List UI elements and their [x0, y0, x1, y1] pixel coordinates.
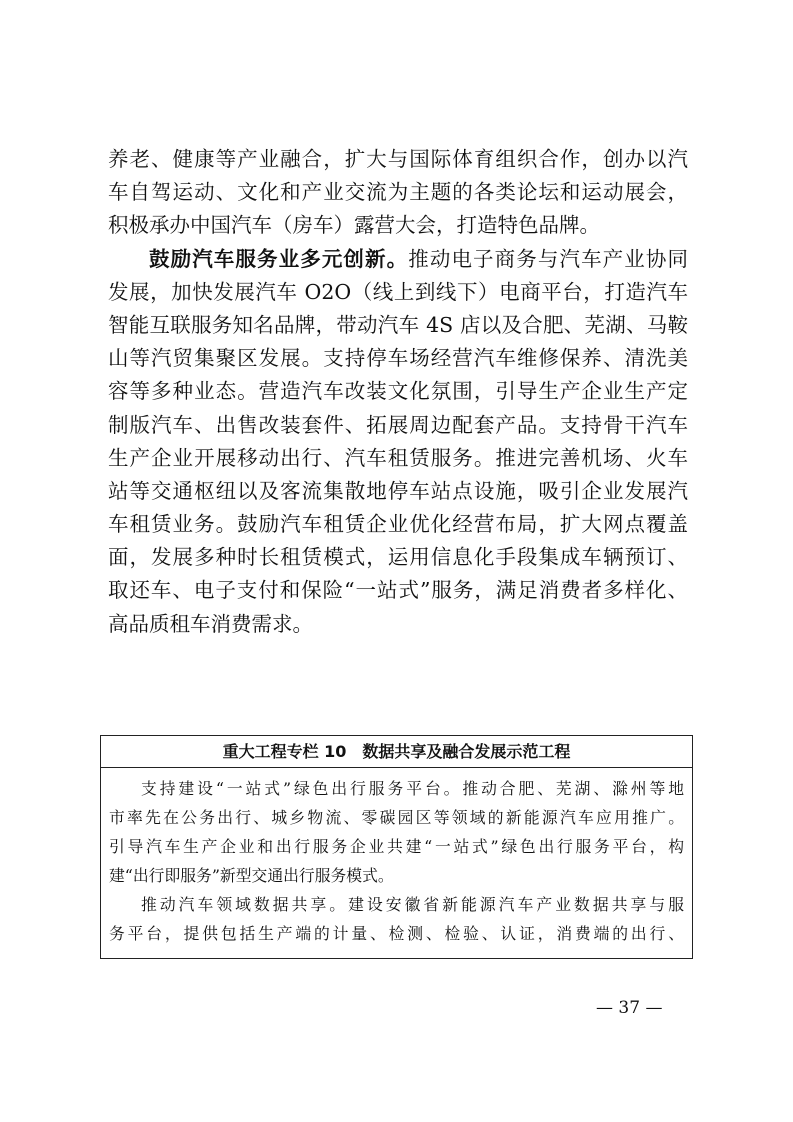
paragraph-2 [108, 243, 688, 641]
text-line: 站等交通枢纽以及客流集散地停车站点设施，吸引企业发展汽 [108, 478, 688, 503]
text-line: 生产企业开展移动出行、汽车租赁服务。推进完善机场、火车 [108, 445, 688, 470]
box-text-line: 推动汽车领域数据共享。建设安徽省新能源汽车产业数据共享与服 [141, 895, 684, 914]
text-line [108, 243, 688, 276]
box-text-line: 务平台，提供包括生产端的计量、检测、检验、认证，消费端的出行、 [109, 924, 684, 943]
text-line: 取还车、电子支付和保险“一站式”服务，满足消费者多样化、 [108, 578, 688, 603]
box-text-line: 市率先在公务出行、城乡物流、零碳园区等领域的新能源汽车应用推广。 [109, 808, 684, 827]
paragraph-1 [108, 143, 688, 243]
text-line: 车自驾运动、文化和产业交流为主题的各类论坛和运动展会， [108, 180, 688, 205]
project-column-box [100, 735, 693, 959]
paragraph-heading: 鼓励汽车服务业多元创新。 [149, 246, 409, 271]
text-line: 车租赁业务。鼓励汽车租赁企业优化经营布局，扩大网点覆盖 [108, 512, 688, 537]
text-line: 养老、健康等产业融合，扩大与国际体育组织合作，创办以汽 [108, 147, 688, 171]
box-title: 重大工程专栏 10 数据共享及融合发展示范工程 [101, 736, 692, 768]
box-text-line: 支持建设“一站式”绿色出行服务平台。推动合肥、芜湖、滁州等地 [141, 779, 684, 798]
text-line: 智能互联服务知名品牌，带动汽车 4S 店以及合肥、芜湖、马鞍 [108, 312, 688, 337]
text-line: 容等多种业态。营造汽车改装文化氛围，引导生产企业生产定 [108, 379, 688, 404]
text-line: 山等汽贸集聚区发展。支持停车场经营汽车维修保养、清洗美 [108, 346, 688, 371]
page-number: — 37 — [596, 998, 663, 1018]
box-text-line: 建“出行即服务”新型交通出行服务模式。 [109, 866, 394, 885]
text-line: 制版汽车、出售改装套件、拓展周边配套产品。支持骨干汽车 [108, 412, 688, 437]
text-line-rest: 推动电子商务与汽车产业协同 [408, 246, 688, 271]
body-text [108, 143, 688, 641]
box-text-line: 引导汽车生产企业和出行服务企业共建“一站式”绿色出行服务平台，构 [109, 837, 684, 856]
text-line: 积极承办中国汽车（房车）露营大会，打造特色品牌。 [108, 213, 600, 238]
text-line: 面，发展多种时长租赁模式，运用信息化手段集成车辆预订、 [108, 545, 688, 570]
box-body [101, 768, 692, 948]
text-line: 高品质租车消费需求。 [108, 611, 313, 636]
text-line: 发展，加快发展汽车 O2O（线上到线下）电商平台，打造汽车 [108, 279, 688, 304]
